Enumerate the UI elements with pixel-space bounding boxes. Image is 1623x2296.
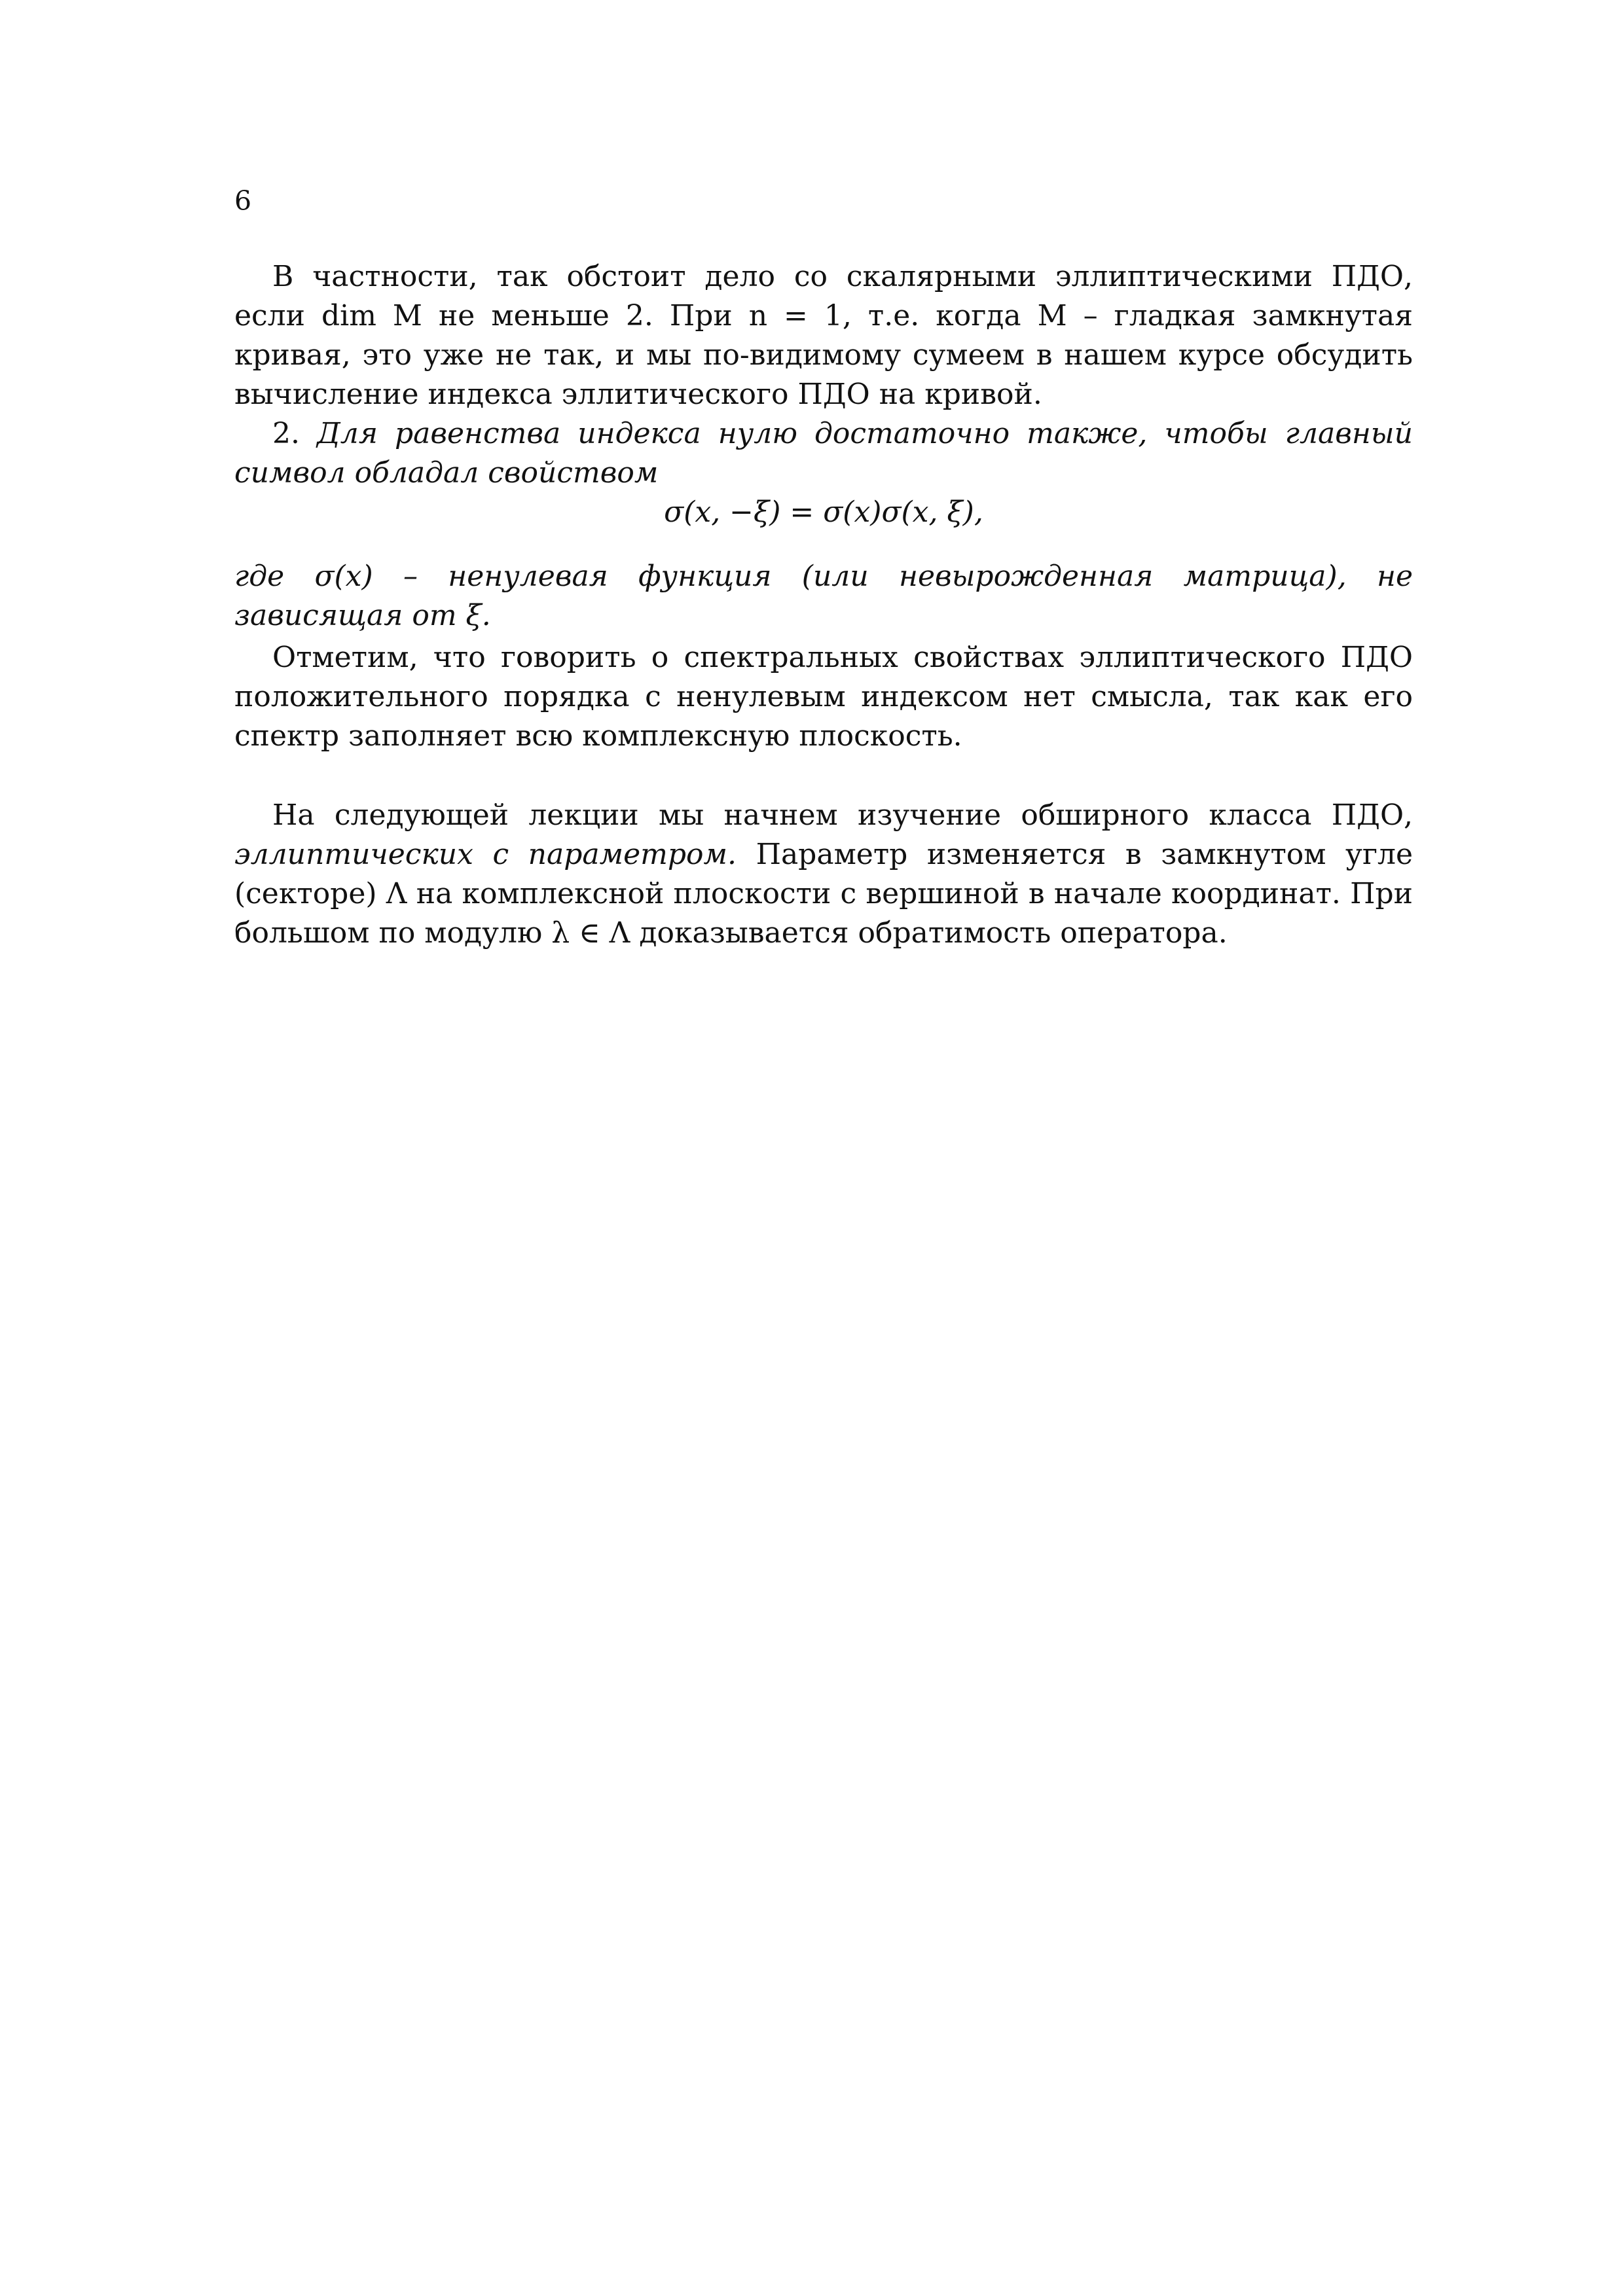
paragraph-next-lecture xyxy=(234,796,1413,953)
paragraph-scalar-elliptic xyxy=(234,257,1413,414)
paragraph-spectral-properties xyxy=(234,638,1413,756)
paragraph-sigma-condition xyxy=(234,557,1413,636)
item-number: 2. xyxy=(272,417,300,450)
paragraph-scalar-elliptic-text: В частности, так обстоит дело со скалярными эллиптическими ПДО, если dim M не меньше 2. При n = 1, т.е. когда M – гладкая замкнутая кривая, это уже не так, и мы по-видимому сумеем в нашем курсе обсудить вычисление индекса эллитического ПДО на кривой. xyxy=(234,260,1413,411)
zero-index-condition-text: Для равенства индекса нулю достаточно также, чтобы главный символ обладал свойством xyxy=(234,417,1413,490)
symbol-formula: σ(x, −ξ) = σ(x)σ(x, ξ), xyxy=(664,495,983,529)
spectral-properties-text: Отметим, что говорить о спектральных свойствах эллиптического ПДО положительного порядка с ненулевым индексом нет смысла, так как его спектр заполняет всю комплексную плоскость. xyxy=(234,641,1413,753)
next-lecture-text-start: На следующей лекции мы начнем изучение обширного класса ПДО, xyxy=(272,798,1413,832)
next-lecture-italic-term: эллиптических с параметром. xyxy=(234,838,737,871)
paragraph-zero-index-condition xyxy=(234,414,1413,493)
page-number: 6 xyxy=(234,185,252,217)
next-lecture-text-end: Параметр изменяется в замкнутом угле (секторе) Λ на комплексной плоскости с вершиной в начале координат. При большом по модулю λ ∈ Λ доказывается обратимость оператора. xyxy=(234,838,1413,950)
sigma-condition-text: где σ(x) – ненулевая функция (или невырожденная матрица), не зависящая от ξ. xyxy=(234,560,1413,632)
